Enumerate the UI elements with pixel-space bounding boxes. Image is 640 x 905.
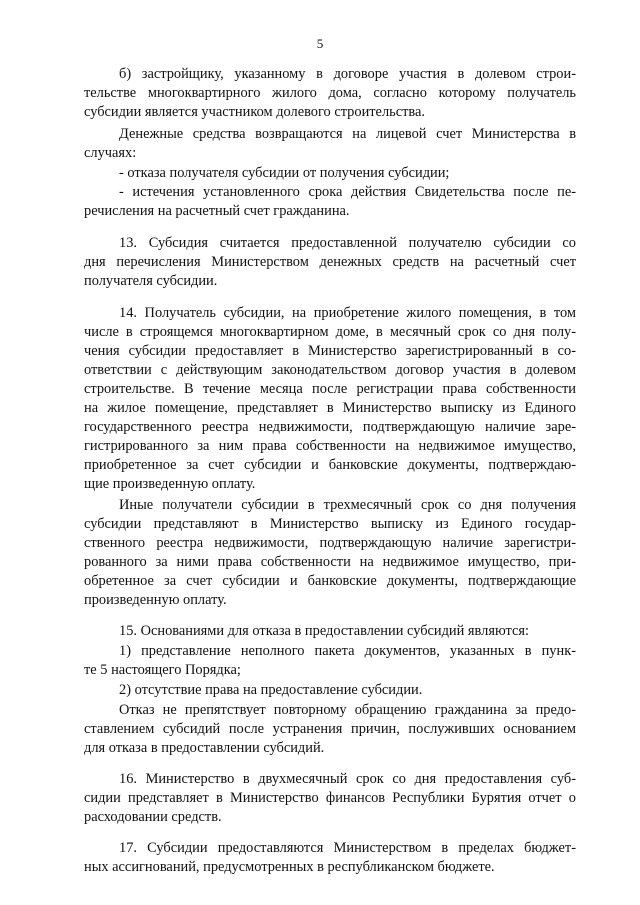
text-line: получателя субсидии. (84, 273, 218, 289)
page-number: 5 (316, 36, 324, 51)
text-line: расходовании средств. (84, 809, 222, 825)
text-line: случаях: (84, 145, 137, 161)
text-line: 16. Министерство в двухмесячный срок со дня предоставления суб- (119, 771, 576, 787)
text-line: дня перечисления Министерством денежных средств на расчетный счет (84, 254, 576, 270)
text-line: произведенную оплату. (84, 592, 227, 608)
text-line: 15. Основаниями для отказа в предоставлении субсидий являются: (119, 623, 529, 639)
text-line: на жилое помещение, представляет в Министерство выписку из Единого (84, 400, 576, 416)
text-line: щие произведенную оплату. (84, 476, 256, 492)
text-line: ных ассигнований, предусмотренных в республиканском бюджете. (84, 859, 495, 875)
text-line: для отказа в предоставлении субсидий. (84, 740, 325, 756)
text-line: - истечения установленного срока действия Свидетельства после пе- (119, 184, 576, 200)
text-line: Отказ не препятствует повторному обращению гражданина за предо- (119, 702, 576, 718)
text-line: рованного за ними права собственности на недвижимое имущество, при- (84, 554, 576, 570)
text-line: ставлением субсидий после устранения причин, послуживших основанием (84, 721, 576, 737)
text-line: обретенное за счет субсидии и банковские документы, подтверждающие (84, 573, 576, 589)
text-line: числе в строящемся многоквартирном доме, в месячный срок со дня полу- (84, 324, 576, 340)
text-line: 2) отсутствие права на предоставление субсидии. (119, 682, 423, 698)
text-line: 13. Субсидия считается предоставленной получателю субсидии со (119, 235, 576, 251)
text-line: 14. Получатель субсидии, на приобретение жилого помещения, в том (119, 305, 576, 321)
text-line: речисления на расчетный счет гражданина. (84, 203, 350, 219)
text-line: субсидии представляют в Министерство выписку из Единого государ- (84, 516, 576, 532)
text-line: б) застройщику, указанному в договоре участия в долевом строи- (119, 66, 576, 82)
text-line: 17. Субсидии предоставляются Министерством в пределах бюджет- (119, 840, 576, 856)
text-line: ственного реестра недвижимости, подтверждающую наличие зарегистри- (84, 535, 576, 551)
text-line: Иные получатели субсидии в трехмесячный срок со дня получения (119, 497, 576, 513)
text-line: - отказа получателя субсидии от получения субсидии; (119, 165, 450, 181)
text-line: гистрированного за ним права собственности на недвижимое имущество, (84, 438, 576, 454)
text-line: Денежные средства возвращаются на лицевой счет Министерства в (119, 126, 576, 142)
text-line: ответствии с действующим законодательством договор участия в долевом (84, 362, 576, 378)
text-line: приобретенное за счет субсидии и банковские документы, подтверждаю- (84, 457, 576, 473)
text-line: сидии представляет в Министерство финансов Республики Бурятия отчет о (84, 790, 576, 806)
text-line: государственного реестра недвижимости, подтверждающую наличие заре- (84, 419, 576, 435)
text-line: субсидии является участником долевого строительства. (84, 104, 425, 120)
text-line: 1) представление неполного пакета документов, указанных в пунк- (119, 643, 576, 659)
text-line: тельстве многоквартирного жилого дома, согласно которому получатель (84, 85, 576, 101)
text-line: те 5 настоящего Порядка; (84, 662, 241, 678)
text-line: строительстве. В течение месяца после регистрации права собственности (84, 381, 576, 397)
text-line: чения субсидии предоставляет в Министерство зарегистрированный в со- (84, 343, 576, 359)
